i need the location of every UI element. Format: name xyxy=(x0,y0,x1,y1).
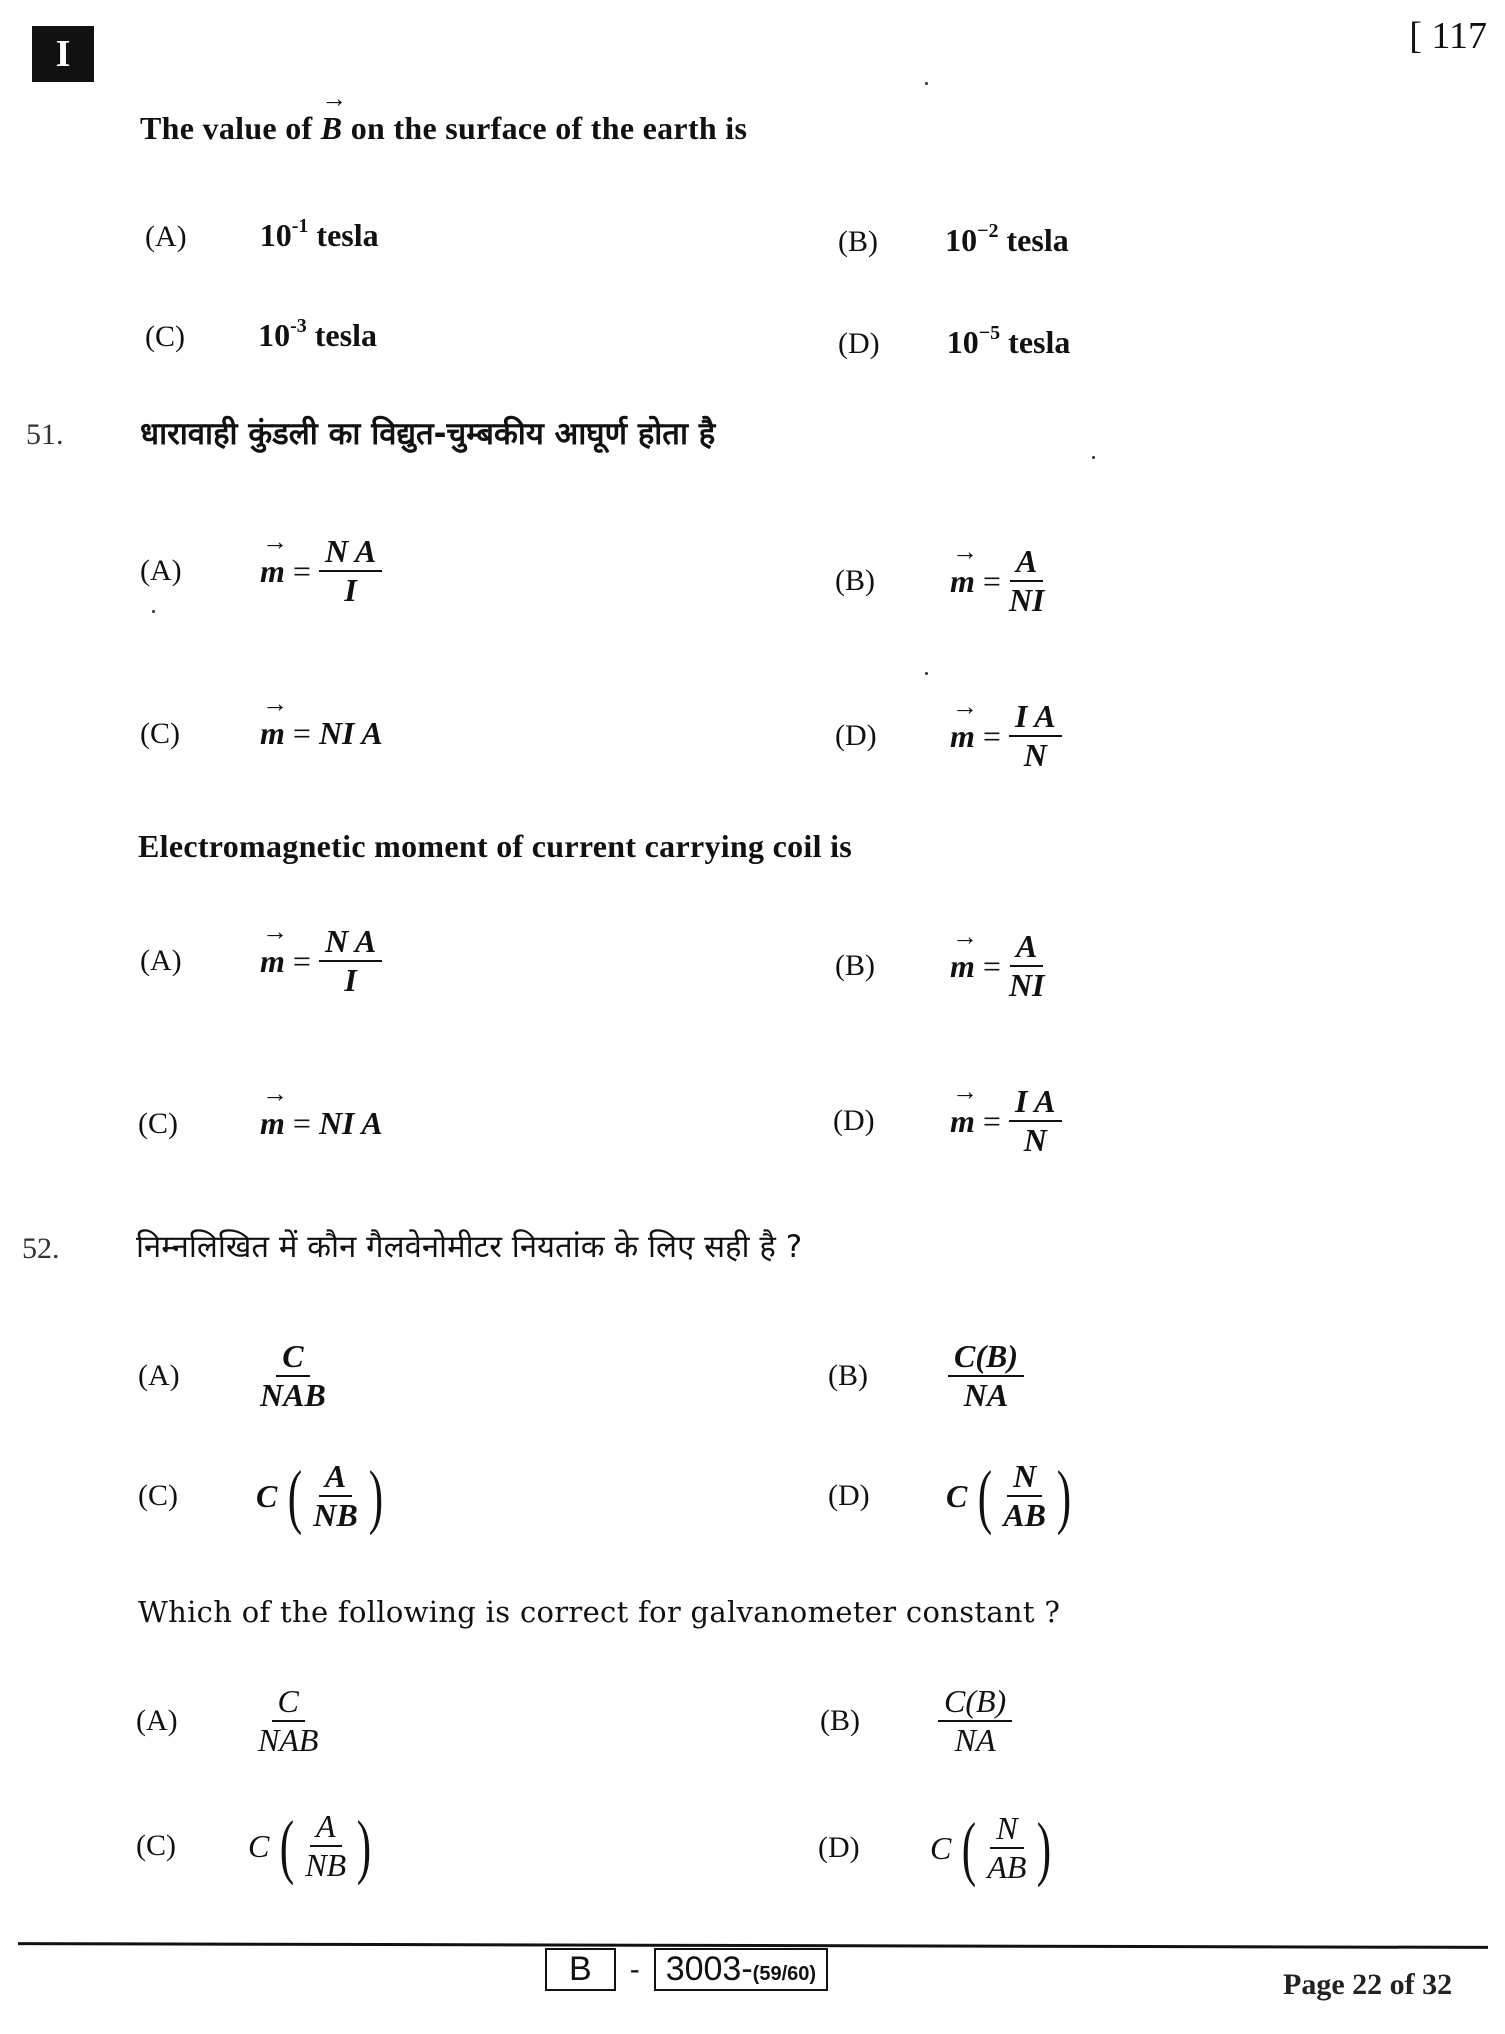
vector-m: → m xyxy=(950,948,975,985)
fraction-numerator: C(B) xyxy=(938,1685,1012,1722)
formula: → m = $\frac{\text{N A}}{I}$ xyxy=(260,535,382,607)
formula: C ( $\frac{A}{NB}$ ) xyxy=(256,1456,383,1537)
fraction-numerator: C xyxy=(272,1685,305,1722)
formula: → m = $\frac{A}{NI}$ xyxy=(950,545,1045,617)
fraction-denominator: I xyxy=(344,961,357,998)
formula-rhs: NI A xyxy=(318,715,383,751)
option-label: (A) xyxy=(140,944,182,978)
option-unit: tesla xyxy=(314,317,377,353)
option-label: (B) xyxy=(820,1704,860,1738)
option-exponent: -3 xyxy=(290,315,307,337)
q52-hi-option-a[interactable] xyxy=(138,1340,326,1412)
print-speck xyxy=(152,610,155,613)
coefficient: C xyxy=(946,1477,968,1514)
option-label: (B) xyxy=(835,949,875,983)
vector-m: → m xyxy=(260,553,285,590)
code-dash: - xyxy=(629,1952,640,1986)
vector-m: → m xyxy=(950,1103,975,1140)
option-label: (B) xyxy=(838,225,878,258)
vector-m: → m xyxy=(260,715,285,752)
option-label: (C) xyxy=(138,1106,178,1140)
fraction-denominator: NAB xyxy=(260,1376,326,1413)
fraction-denominator: NA xyxy=(963,1376,1009,1413)
fraction-denominator: AB xyxy=(987,1848,1027,1885)
option-label: (A) xyxy=(136,1704,178,1738)
option-exponent: −5 xyxy=(978,322,1001,344)
fraction-numerator: A xyxy=(319,1460,352,1497)
q51-hi-option-b[interactable] xyxy=(835,545,1045,617)
option-base: 10 xyxy=(259,217,292,253)
q51-en-option-a[interactable] xyxy=(140,925,382,997)
q52-en-option-b[interactable] xyxy=(820,1685,1012,1757)
fraction-numerator: A xyxy=(1010,545,1043,582)
fraction-denominator: N xyxy=(1023,736,1047,773)
fraction-numerator: N A xyxy=(319,535,382,572)
formula xyxy=(948,1340,1024,1412)
fraction-numerator: N A xyxy=(319,925,382,962)
question-52-number: 52. xyxy=(22,1232,60,1265)
q51-en-option-c[interactable] xyxy=(138,1105,383,1142)
q52-hi-option-d[interactable] xyxy=(828,1456,1076,1537)
question-52-en-text: Which of the following is correct for galvanometer constant ? xyxy=(138,1595,1061,1629)
option-exponent: -1 xyxy=(291,215,309,237)
fraction-denominator: AB xyxy=(1003,1496,1047,1533)
print-speck xyxy=(925,672,928,675)
q50-option-b[interactable] xyxy=(838,220,1069,259)
vector-m: → m xyxy=(260,943,285,980)
option-label: (A) xyxy=(145,220,187,253)
q52-hi-option-b[interactable] xyxy=(828,1340,1024,1412)
option-base: 10 xyxy=(946,324,979,360)
fraction-denominator: I xyxy=(344,571,357,608)
fraction-denominator: NA xyxy=(954,1721,996,1758)
question-50-en-text xyxy=(140,110,747,147)
fraction-numerator: A xyxy=(1010,930,1043,967)
q51-hi-option-c[interactable] xyxy=(140,715,383,752)
formula xyxy=(938,1685,1012,1757)
option-label: (D) xyxy=(828,1479,870,1513)
fraction-numerator: N xyxy=(990,1812,1023,1849)
fraction-numerator: C(B) xyxy=(948,1340,1024,1377)
fraction-denominator: NB xyxy=(313,1496,358,1533)
option-label: (C) xyxy=(140,716,180,750)
option-label: (A) xyxy=(140,554,182,588)
formula xyxy=(258,1685,318,1757)
fraction-denominator: NI xyxy=(1008,966,1045,1003)
question-51-hi-text: धारावाही कुंडली का विद्युत-चुम्बकीय आघूर्ण होता है xyxy=(140,416,716,452)
option-label: (D) xyxy=(838,327,880,360)
formula: → m = NI A xyxy=(260,1105,383,1142)
question-text-part: The value of xyxy=(140,110,321,146)
fraction-numerator: N xyxy=(1007,1460,1042,1497)
formula: C ( $\frac{N}{AB}$ ) xyxy=(946,1456,1072,1537)
formula: C ( $\frac{A}{NB}$ ) xyxy=(248,1806,372,1887)
formula: → m = $\frac{\text{I A}}{N}$ xyxy=(950,700,1062,772)
q51-hi-option-a[interactable] xyxy=(140,535,382,607)
question-52-hi-text: निम्नलिखित में कौन गैलवेनोमीटर नियतांक के लिए सही है ? xyxy=(136,1229,803,1265)
q51-hi-option-d[interactable] xyxy=(835,700,1062,772)
option-label: (C) xyxy=(145,320,185,353)
q52-en-option-c[interactable] xyxy=(136,1806,376,1887)
formula: C ( $\frac{N}{AB}$ ) xyxy=(930,1808,1052,1889)
vector-b-symbol: → B xyxy=(321,110,343,147)
vector-m: → m xyxy=(260,1105,285,1142)
question-51-number: 51. xyxy=(26,418,64,451)
fraction-denominator: N xyxy=(1023,1121,1047,1158)
option-base: 10 xyxy=(945,222,978,258)
formula: → m = $\frac{\text{N A}}{I}$ xyxy=(260,925,382,997)
vector-m: → m xyxy=(950,563,975,600)
option-label: (D) xyxy=(835,719,877,753)
page-number-top: [ 117 xyxy=(1409,15,1487,57)
q52-hi-option-c[interactable] xyxy=(138,1456,388,1537)
option-label: (D) xyxy=(833,1104,875,1138)
question-51-en-text: Electromagnetic moment of current carrying coil is xyxy=(138,828,853,864)
formula xyxy=(260,1340,326,1412)
fraction-numerator: A xyxy=(310,1810,342,1847)
code-number: 3003- xyxy=(665,1950,753,1988)
print-speck xyxy=(1092,456,1095,459)
option-unit: tesla xyxy=(1008,324,1071,360)
code-suffix: (59/60) xyxy=(752,1963,817,1985)
option-label: (B) xyxy=(828,1359,868,1393)
option-base: 10 xyxy=(258,317,291,353)
q52-en-option-d[interactable] xyxy=(818,1808,1056,1889)
page-indicator: Page 22 of 32 xyxy=(1283,1968,1453,2001)
code-box xyxy=(654,1948,828,1991)
coefficient: C xyxy=(248,1827,270,1864)
option-exponent: −2 xyxy=(977,220,999,242)
formula: → m = NI A xyxy=(260,715,383,752)
fraction-denominator: NB xyxy=(305,1846,347,1883)
fraction-denominator: NAB xyxy=(258,1721,319,1758)
coefficient: C xyxy=(930,1829,952,1866)
option-label: (C) xyxy=(138,1479,178,1513)
formula-rhs: NI A xyxy=(318,1105,383,1141)
fraction-denominator: NI xyxy=(1008,581,1045,618)
q51-en-option-d[interactable] xyxy=(833,1085,1062,1157)
q51-en-option-b[interactable] xyxy=(835,930,1045,1002)
q50-option-a[interactable] xyxy=(145,215,379,254)
fraction-numerator: I A xyxy=(1009,700,1062,737)
option-label: (B) xyxy=(835,564,875,598)
formula: → m = $\frac{A}{NI}$ xyxy=(950,930,1045,1002)
paper-code xyxy=(545,1948,828,1991)
q52-en-option-a[interactable] xyxy=(136,1685,318,1757)
print-speck xyxy=(925,82,928,85)
coefficient: C xyxy=(256,1477,278,1514)
formula: → m = $\frac{\text{I A}}{N}$ xyxy=(950,1085,1062,1157)
option-label: (C) xyxy=(136,1829,176,1863)
fraction-numerator: I A xyxy=(1009,1085,1062,1122)
vector-m: → m xyxy=(950,718,975,755)
option-label: (D) xyxy=(818,1831,860,1865)
question-text-part: on the surface of the earth is xyxy=(342,110,748,146)
section-badge: I xyxy=(32,26,94,82)
q50-option-d[interactable] xyxy=(838,322,1070,361)
q50-option-c[interactable] xyxy=(145,315,377,354)
series-box: B xyxy=(545,1948,616,1991)
option-unit: tesla xyxy=(1006,222,1069,258)
fraction-numerator: C xyxy=(276,1340,309,1377)
option-unit: tesla xyxy=(316,217,379,253)
option-label: (A) xyxy=(138,1359,180,1393)
